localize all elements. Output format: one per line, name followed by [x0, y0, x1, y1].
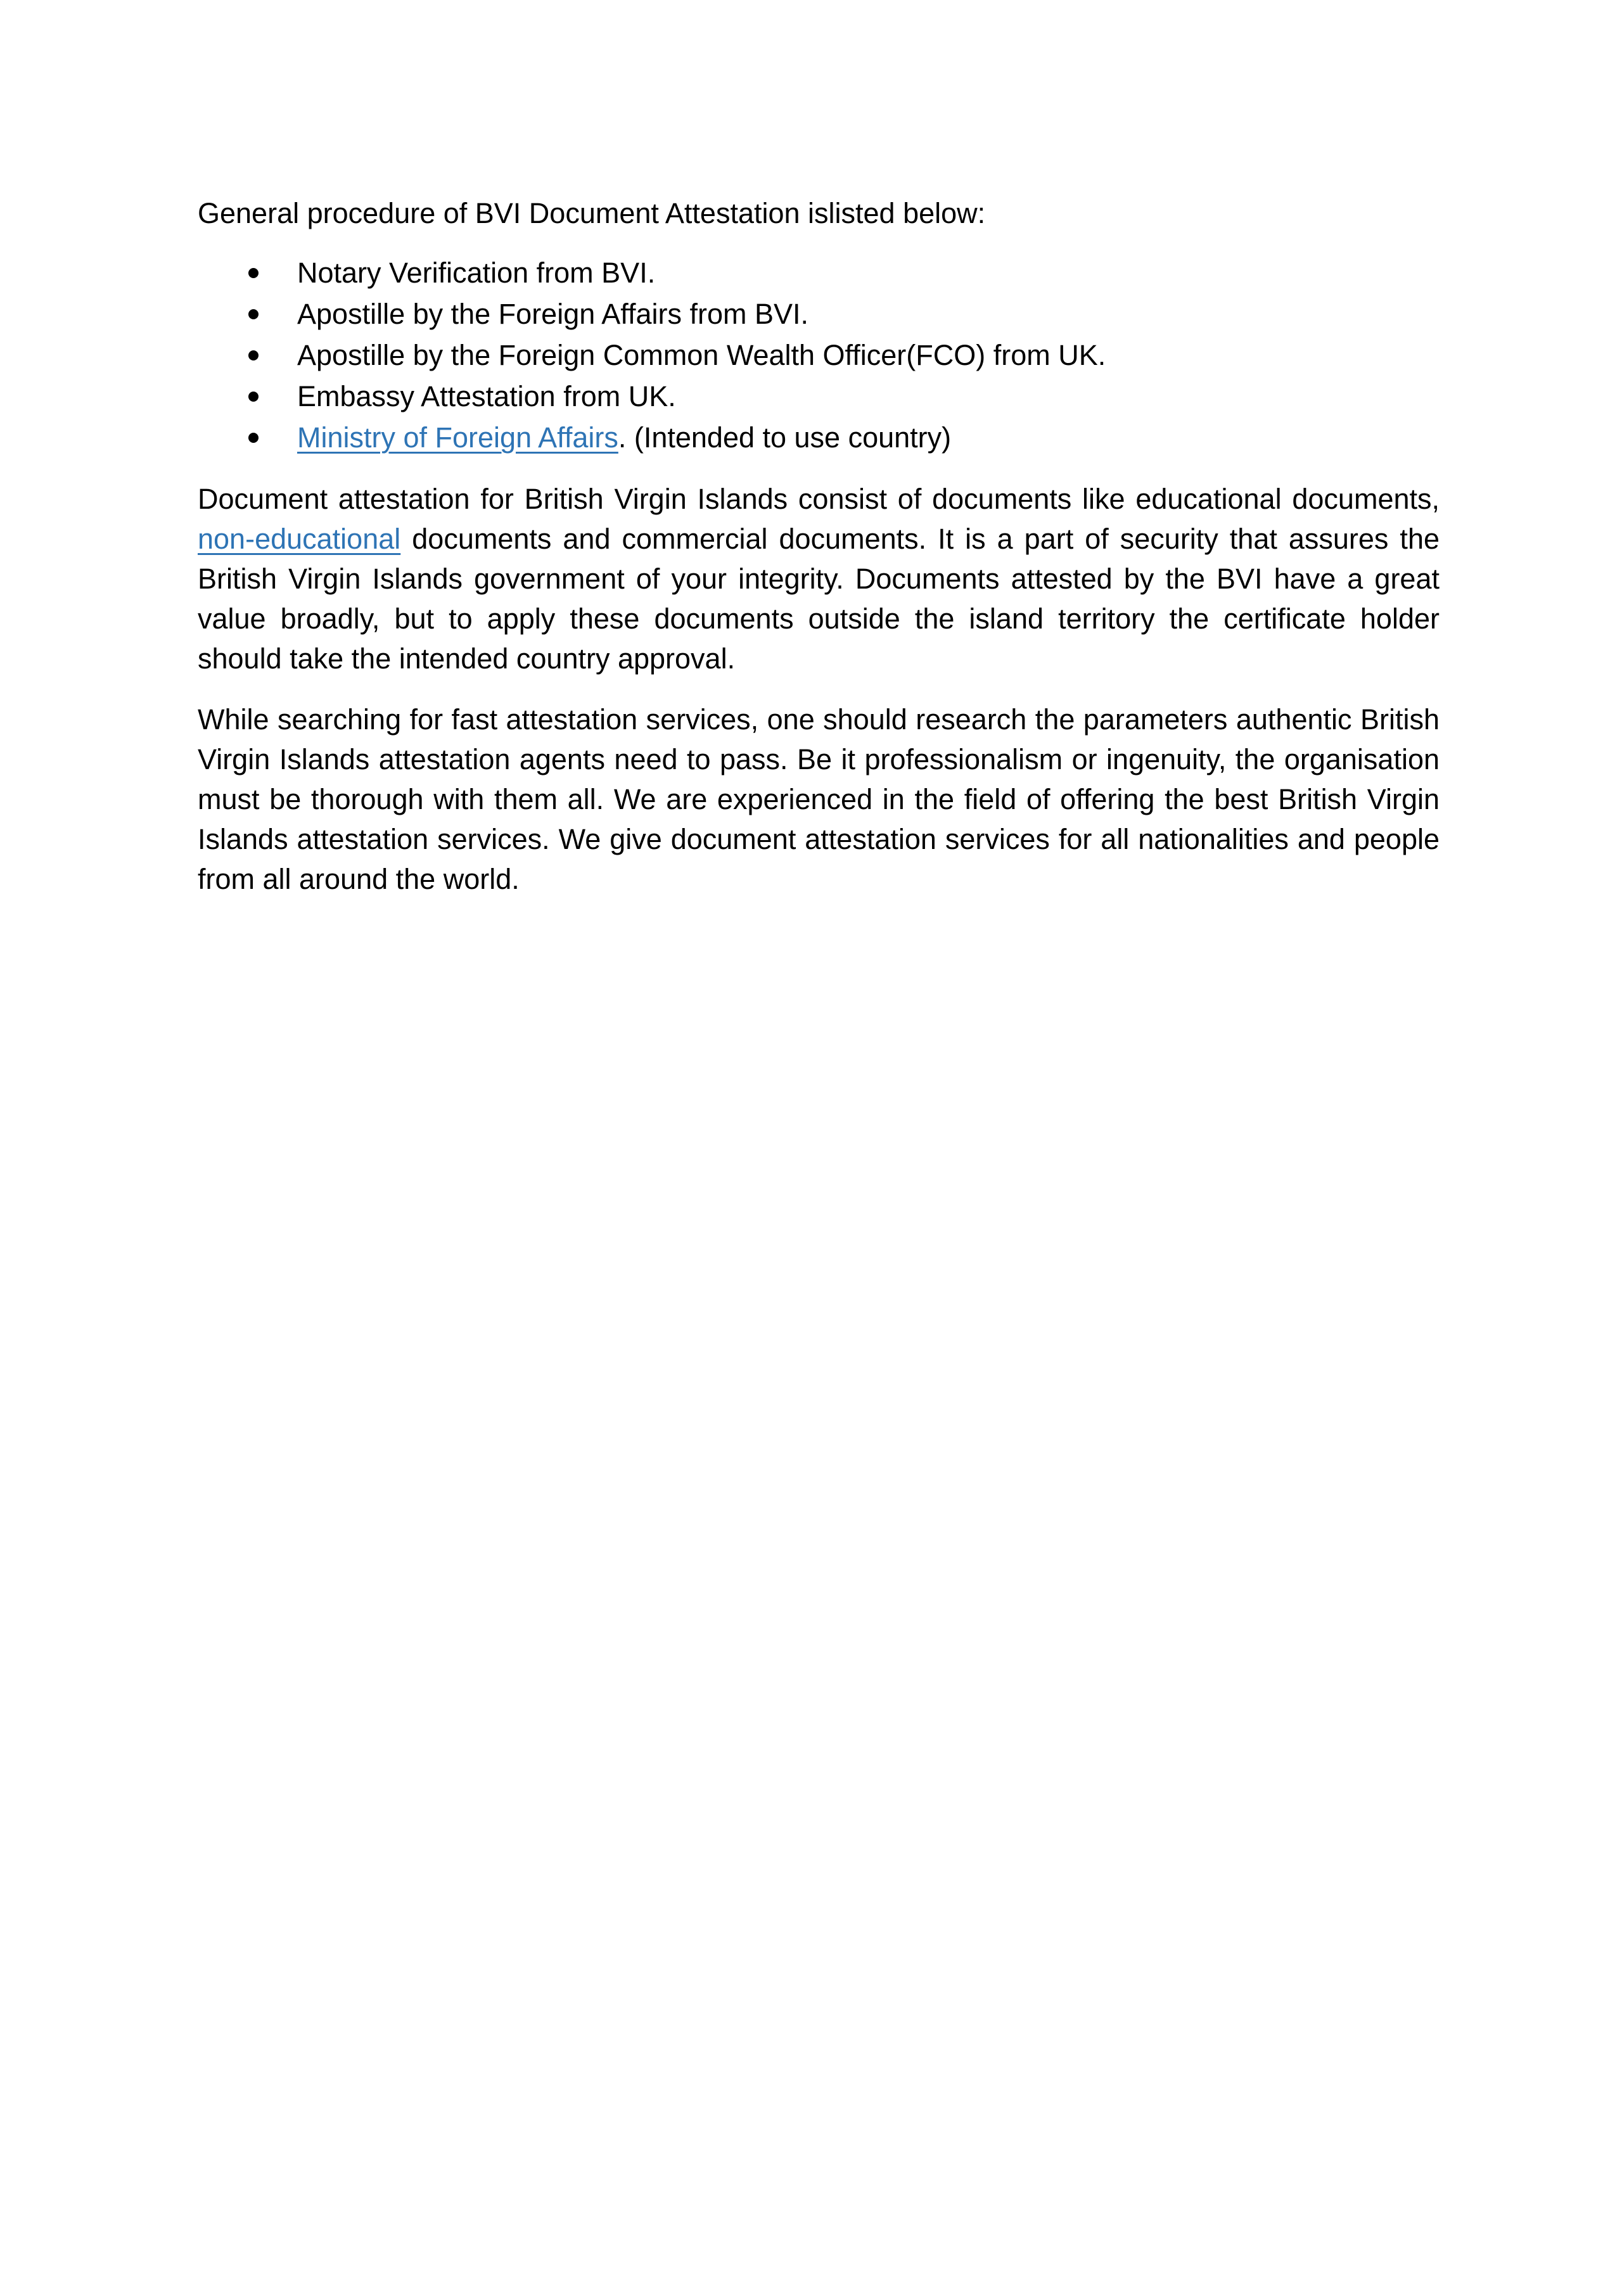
- step-text: Embassy Attestation from UK.: [297, 380, 676, 412]
- bullet-icon: [248, 268, 259, 278]
- procedure-list: [198, 252, 1440, 458]
- document-body: [198, 193, 1440, 920]
- paragraph-text: documents and commercial documents. It is a part of security that assures the British Virgin Islands government of your integrity. Documents attested by the BVI have a great value broadly, but to apply these documents outside the island territory the certificate holder should take the intended country approval.: [198, 523, 1440, 675]
- list-item: [198, 293, 1440, 335]
- bullet-icon: [248, 350, 259, 360]
- step-text: Apostille by the Foreign Affairs from BVI.: [297, 298, 809, 330]
- list-item: [198, 376, 1440, 417]
- list-item: [198, 252, 1440, 293]
- non-educational-link[interactable]: non-educational: [198, 523, 401, 555]
- step-text: . (Intended to use country): [618, 421, 952, 454]
- step-text: Apostille by the Foreign Common Wealth Officer(FCO) from UK.: [297, 339, 1106, 371]
- bullet-icon: [248, 433, 259, 443]
- bullet-icon: [248, 392, 259, 402]
- paragraph-document-types: [198, 479, 1440, 679]
- paragraph-services: While searching for fast attestation services, one should research the parameters authentic British Virgin Islands attestation agents need to pass. Be it professionalism or ingenuity, the organisation must be thorough with them all. We are experienced in the field of offering the best British Virgin Islands attestation services. We give document attestation services for all nationalities and people from all around the world.: [198, 703, 1440, 895]
- intro-text: General procedure of BVI Document Attestation islisted below:: [198, 197, 986, 229]
- ministry-of-foreign-affairs-link[interactable]: Ministry of Foreign Affairs: [297, 421, 618, 454]
- paragraph-text: Document attestation for British Virgin Islands consist of documents like educational documents,: [198, 483, 1440, 515]
- list-item: [198, 417, 1440, 458]
- list-item: [198, 335, 1440, 376]
- step-text: Notary Verification from BVI.: [297, 257, 656, 289]
- bullet-icon: [248, 309, 259, 319]
